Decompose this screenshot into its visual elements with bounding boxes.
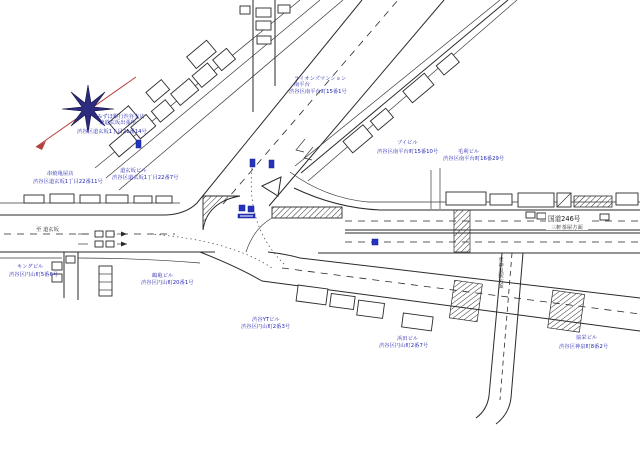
building-name: 浜田ビル (397, 336, 419, 342)
traffic-signal-icon (250, 159, 255, 167)
vehicle-icon (537, 213, 546, 219)
vehicle-icon (95, 231, 103, 237)
building-name: みずほ銀行渋谷支店 (97, 114, 145, 120)
direction-to-dogenzaka: 至 道玄坂 (36, 227, 59, 233)
building-name: ライオンズマンション (294, 76, 347, 82)
building-name: 渋谷YTビル (252, 317, 280, 323)
channelizing-island (272, 207, 342, 218)
building-name: キングビル (17, 264, 44, 270)
building-name: 道玄坂ビル (120, 168, 147, 174)
building-tsurukame (99, 266, 112, 296)
building-address: 渋谷区道玄坂1丁目22番7号 (112, 175, 179, 181)
label-route246 (546, 212, 588, 231)
building-address: 渋谷区円山町5番6号 (9, 272, 59, 278)
building-address: 渋谷区道玄坂1丁目21番14号 (77, 129, 147, 135)
building-address: 渋谷区南平台町15番10号 (377, 149, 439, 155)
building-address: 渋谷区道玄坂1丁目22番11号 (33, 179, 103, 185)
building-name2: 南平台 (294, 82, 310, 88)
building-name: ブイビル (397, 140, 418, 146)
building-name: 協栄ビル (576, 335, 598, 341)
building-name: 串焼亀屋店 (47, 171, 74, 177)
road-name: 国道246号 (548, 215, 581, 223)
traffic-signal-icon (269, 160, 274, 168)
direction-to-shinsen: 至神泉駅方面 (497, 257, 503, 289)
building-address: 渋谷区円山町2番7号 (379, 343, 429, 349)
vehicle-icon (526, 212, 535, 218)
crosswalk (449, 280, 482, 322)
building-address: 渋谷区南平台町15番1号 (289, 89, 347, 95)
building-address: 渋谷区神泉町8番2号 (559, 344, 609, 350)
crosswalk (548, 290, 585, 332)
vehicle-icon (600, 214, 609, 220)
traffic-signal-icon (136, 140, 141, 148)
traffic-signal-icon (372, 239, 378, 245)
vehicle-icon (95, 241, 103, 247)
road-direction: 三軒茶屋方面 (551, 225, 583, 231)
building-address: 渋谷区南平台町16番29号 (443, 156, 505, 162)
building-name: 鶴亀ビル (152, 273, 174, 279)
building-address: 渋谷区円山町20番1号 (141, 280, 194, 286)
building-address: 渋谷区円山町2番3号 (241, 324, 291, 330)
vehicle-icon (106, 241, 114, 247)
crosswalk (454, 210, 470, 252)
vehicle-icon (106, 231, 114, 237)
building-name2: 兼道玄坂出張所 (99, 120, 137, 126)
building-name: 毛利ビル (458, 149, 480, 155)
